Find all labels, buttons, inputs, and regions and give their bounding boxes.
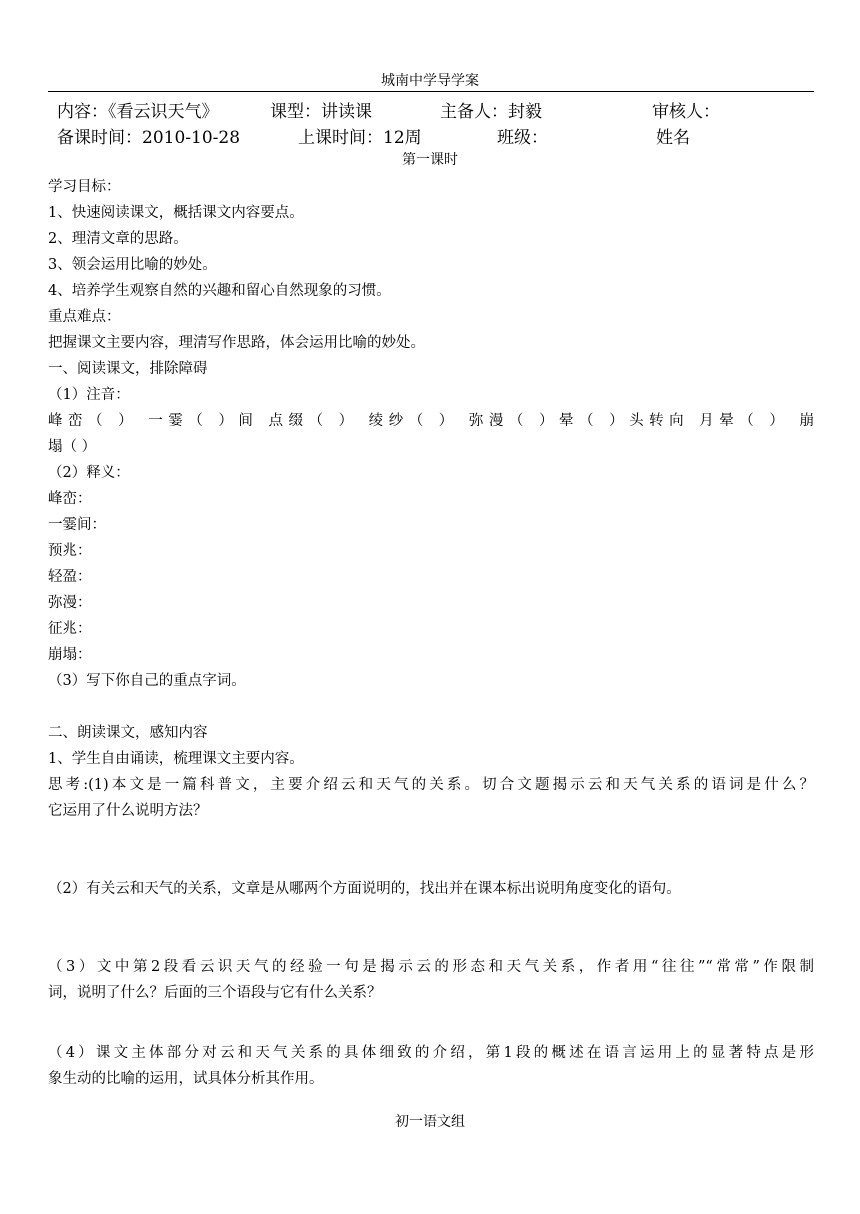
question-3: （3）文中第2段看云识天气的经验一句是揭示云的形态和天气关系，作者用“往往”“常常”作限制: [48, 959, 814, 975]
pinyin-line: 峰峦（ ） 一霎（ ）间 点缀（ ） 绫纱（ ） 弥漫（ ）晕（ ）头转向 月晕（ ） 崩: [48, 413, 814, 429]
preparer-field: 主备人：封毅: [440, 102, 542, 122]
keypoints-text: 把握课文主要内容，理清写作思路，体会运用比喻的妙处。: [48, 335, 425, 351]
document-body: [48, 174, 814, 1092]
name-field: 姓名: [656, 128, 690, 148]
task-item: 1、学生自由诵读，梳理课文主要内容。: [48, 751, 304, 767]
content-field: 内容：《看云识天气》: [57, 102, 219, 122]
question-1-cont: 它运用了什么说明方法？: [48, 803, 208, 819]
question-3-cont: 词，说明了什么？后面的三个语段与它有什么关系？: [48, 985, 382, 1001]
meaning-item: 预兆：: [48, 543, 92, 559]
lesson-title: 第一课时: [402, 152, 458, 168]
objective-item: 3、领会运用比喻的妙处。: [48, 257, 217, 273]
objectives-heading: 学习目标：: [48, 179, 121, 195]
pinyin-line: 塌（ ）: [48, 439, 97, 455]
pinyin-label: （1）注音：: [48, 387, 130, 403]
meaning-item: 征兆：: [48, 621, 92, 637]
meaning-item: 一霎间：: [48, 517, 106, 533]
meaning-item: 峰峦：: [48, 491, 92, 507]
lesson-type-field: 课型：讲读课: [270, 102, 372, 122]
objective-item: 2、理清文章的思路。: [48, 231, 188, 247]
meaning-item: 弥漫：: [48, 595, 92, 611]
objective-item: 4、培养学生观察自然的兴趣和留心自然现象的习惯。: [48, 283, 391, 299]
meaning-item: 轻盈：: [48, 569, 92, 585]
meaning-item: 崩塌：: [48, 647, 92, 663]
question-4: （4）课文主体部分对云和天气关系的具体细致的介绍，第1段的概述在语言运用上的显著特点是形: [48, 1045, 814, 1061]
meaning-label: （2）释义：: [48, 465, 130, 481]
prep-time-field: 备课时间：2010-10-28: [57, 128, 241, 148]
question-2: （2）有关云和天气的关系，文章是从哪两个方面说明的，找出并在课本标出说明角度变化的语句。: [48, 881, 681, 897]
reviewer-field: 审核人：: [652, 102, 720, 122]
section2-heading: 二、朗读课文，感知内容: [48, 725, 208, 741]
footer-group: 初一语文组: [395, 1114, 465, 1130]
section1-heading: 一、阅读课文，排除障碍: [48, 361, 208, 377]
objective-item: 1、快速阅读课文，概括课文内容要点。: [48, 205, 304, 221]
write-words-label: （3）写下你自己的重点字词。: [48, 673, 246, 689]
class-field: 班级：: [497, 128, 548, 148]
info-row-1: [0, 97, 860, 123]
keypoints-heading: 重点难点：: [48, 309, 121, 325]
class-time-field: 上课时间：12周: [298, 128, 422, 148]
question-4-cont: 象生动的比喻的运用，试具体分析其作用。: [48, 1071, 324, 1087]
question-1: 思考:(1)本文是一篇科普文，主要介绍云和天气的关系。切合文题揭示云和天气关系的语词是什么？: [48, 777, 814, 793]
info-row-2: [0, 123, 860, 149]
school-title: 城南中学导学案: [381, 73, 479, 89]
header-rule: [48, 91, 814, 92]
